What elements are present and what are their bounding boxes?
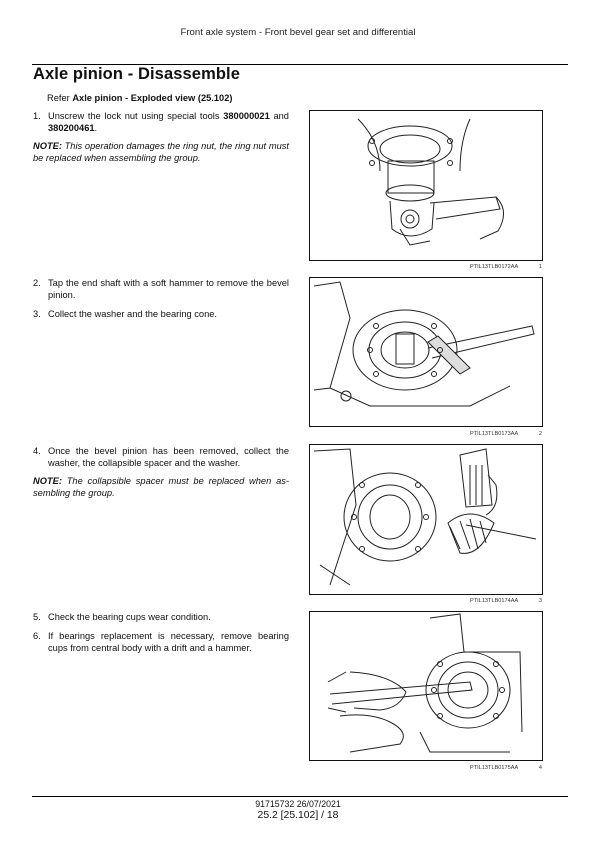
figure-code: PTIL13TLB0174AA: [470, 598, 519, 604]
figure-2: [309, 277, 543, 427]
bearing-cup-drift-illustration: [310, 612, 542, 760]
footer-document-info: 91715732 26/07/2021: [255, 799, 341, 809]
step-text: Check the bearing cups wear condition.: [48, 612, 211, 622]
step-5: [33, 612, 289, 624]
step-number: 4.: [33, 446, 41, 456]
page-header-title: Front axle system - Front bevel gear set and differential: [180, 27, 416, 38]
section-title: Axle pinion - Disassemble: [33, 65, 240, 83]
refer-prefix: Refer: [47, 93, 73, 103]
figure-number: 3: [538, 598, 542, 604]
step-2: [33, 278, 289, 301]
figure-4: [309, 611, 543, 761]
footer-rule: [32, 796, 568, 797]
figure-number: 1: [538, 264, 542, 270]
step-6: [33, 631, 289, 654]
step-1: [33, 111, 289, 134]
figure-number: 4: [538, 765, 542, 771]
figure-number: 2: [538, 431, 542, 437]
step-text: Once the bevel pinion has been removed, collect the washer, the collapsible spacer and the washer.: [48, 446, 289, 468]
figure-code: PTIL13TLB0172AA: [470, 264, 519, 270]
step-text: Unscrew the lock nut using special tools 380000021 and 380200461.: [48, 111, 289, 133]
refer-line: [47, 93, 232, 103]
note-2: [33, 476, 289, 499]
hammer-on-end-shaft-illustration: [310, 278, 542, 426]
footer-page-number: 25.2 [25.102] / 18: [257, 810, 339, 821]
step-number: 1.: [33, 111, 41, 121]
step-text: If bearings replacement is necessary, remove bearing cups from central body with a drift and a hammer.: [48, 631, 289, 653]
note-1: [33, 141, 289, 164]
step-4: [33, 446, 289, 469]
bevel-pinion-removal-illustration: [310, 445, 542, 594]
figure-code: PTIL13TLB0175AA: [470, 765, 519, 771]
note-label: NOTE:: [33, 141, 62, 151]
figure-1: [309, 110, 543, 261]
step-number: 3.: [33, 309, 41, 319]
note-text: This operation damages the ring nut, the ring nut must be replaced when assembling the group.: [33, 141, 289, 163]
note-text: The collapsible spacer must be replaced when as-sembling the group.: [33, 476, 289, 498]
step-3: [33, 309, 289, 321]
figure-3: [309, 444, 543, 595]
step-number: 5.: [33, 612, 41, 622]
note-label: NOTE:: [33, 476, 62, 486]
step-number: 2.: [33, 278, 41, 288]
figure-code: PTIL13TLB0173AA: [470, 431, 519, 437]
step-text: Tap the end shaft with a soft hammer to remove the bevel pinion.: [48, 278, 289, 300]
step-text: Collect the washer and the bearing cone.: [48, 309, 218, 319]
refer-link[interactable]: Axle pinion - Exploded view (25.102): [72, 93, 233, 103]
step-number: 6.: [33, 631, 41, 641]
lock-nut-removal-illustration: [310, 111, 542, 260]
